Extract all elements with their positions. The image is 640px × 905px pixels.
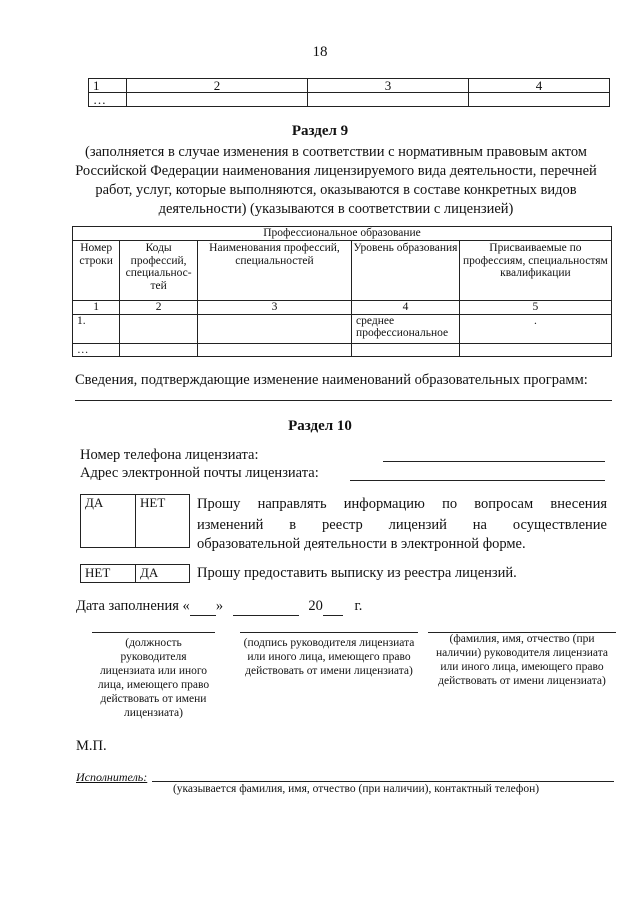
col-header-codes: Коды профессий, специальнос-тей xyxy=(120,241,198,301)
table-cell: 1 xyxy=(89,79,127,93)
col-header-qualification: Присваиваемые по профессиям, специальностям квалификации xyxy=(459,241,611,301)
page-number: 18 xyxy=(312,44,328,60)
position-input-line[interactable] xyxy=(92,632,215,633)
table-number-row xyxy=(73,301,612,315)
fill-date xyxy=(76,598,362,616)
table-cell xyxy=(469,93,610,107)
col-header-names: Наименования профессий, специальностей xyxy=(197,241,351,301)
table-cell xyxy=(352,343,460,357)
extract-request-choice xyxy=(80,564,190,583)
option-label: НЕТ xyxy=(140,495,166,510)
section10-title: Раздел 10 xyxy=(288,418,352,434)
table-cell: 3 xyxy=(197,301,351,315)
electronic-info-yes-option[interactable] xyxy=(81,495,136,547)
professional-education-table xyxy=(72,226,612,357)
stamp-place: М.П. xyxy=(76,738,107,754)
table-cell: 1 xyxy=(73,301,120,315)
option-label: НЕТ xyxy=(85,565,111,580)
phone-input-line[interactable] xyxy=(383,461,605,462)
table-cell xyxy=(459,343,611,357)
table-group-header-row xyxy=(73,227,612,241)
date-year-input[interactable] xyxy=(323,598,343,616)
executor-caption: (указывается фамилия, имя, отчество (при наличии), контактный телефон) xyxy=(172,783,540,795)
table-cell: . xyxy=(459,314,611,343)
table-cell: 1. xyxy=(73,314,120,343)
table-header-row xyxy=(73,241,612,301)
executor-label: Исполнитель: xyxy=(76,770,148,784)
table-row xyxy=(73,343,612,357)
continuation-table xyxy=(88,78,610,107)
extract-request-yes-option[interactable] xyxy=(136,565,189,582)
fullname-caption: (фамилия, имя, отчество (при наличии) руководителя лицензиата или иного лица, имеющего право действовать от имени лицензиата) xyxy=(435,633,609,687)
date-label: Дата заполнения « xyxy=(76,598,190,614)
table-cell: 4 xyxy=(352,301,460,315)
signature-input-line[interactable] xyxy=(240,632,418,633)
evidence-input-line[interactable] xyxy=(75,400,612,401)
section9-subtitle: (заполняется в случае изменения в соответствии с нормативным правовым актом Российской Федерации наименования лицензируемого вида деятельности, перечней работ, услуг, которые выполняются, оказываются в составе конкретных видов деятельности) (указываются в соответствии с лицензией) xyxy=(75,144,597,217)
electronic-info-request-text: Прошу направлять информацию по вопросам внесения изменений в реестр лицензий на осуществление xyxy=(197,496,607,533)
table-cell: среднее профессиональное xyxy=(352,314,460,343)
email-label: Адрес электронной почты лицензиата: xyxy=(80,465,319,481)
electronic-info-request-text-end: образовательной деятельности в электронной форме. xyxy=(197,536,526,552)
option-label: ДА xyxy=(85,495,104,510)
group-header: Профессиональное образование xyxy=(73,227,612,241)
date-year-prefix: 20 xyxy=(308,598,323,614)
date-year-suffix: г. xyxy=(354,598,363,614)
table-cell: 2 xyxy=(127,79,308,93)
table-cell xyxy=(197,343,351,357)
electronic-info-no-option[interactable] xyxy=(136,495,189,547)
date-day-input[interactable] xyxy=(190,598,216,616)
table-row xyxy=(73,314,612,343)
table-row xyxy=(89,93,610,107)
table-cell: 3 xyxy=(308,79,469,93)
extract-request-no-option[interactable] xyxy=(81,565,136,582)
email-input-line[interactable] xyxy=(350,480,605,481)
table-cell: … xyxy=(73,343,120,357)
col-header-number: Номер строки xyxy=(73,241,120,301)
table-cell xyxy=(127,93,308,107)
executor-input-line[interactable] xyxy=(152,781,614,782)
position-caption: (должность руководителя лицензиата или иного лица, имеющего право действовать от имени лицензиата) xyxy=(97,637,210,719)
table-cell: 4 xyxy=(469,79,610,93)
table-cell xyxy=(120,343,198,357)
electronic-info-choice xyxy=(80,494,190,548)
table-cell: 5 xyxy=(459,301,611,315)
table-cell xyxy=(197,314,351,343)
table-cell: 2 xyxy=(120,301,198,315)
table-cell xyxy=(308,93,469,107)
evidence-label: Сведения, подтверждающие изменение наименований образовательных программ: xyxy=(75,372,588,388)
phone-label: Номер телефона лицензиата: xyxy=(80,447,259,463)
date-close-quote: » xyxy=(215,598,224,614)
col-header-level: Уровень образования xyxy=(352,241,460,301)
option-label: ДА xyxy=(140,565,159,580)
section9-title: Раздел 9 xyxy=(291,123,349,139)
table-header-row xyxy=(89,79,610,93)
date-month-input[interactable] xyxy=(233,598,299,616)
extract-request-text: Прошу предоставить выписку из реестра лицензий. xyxy=(197,565,517,581)
signature-caption: (подпись руководителя лицензиата или иного лица, имеющего право действовать от имени лицензиата) xyxy=(243,637,415,677)
table-cell xyxy=(120,314,198,343)
table-cell: … xyxy=(89,93,127,107)
